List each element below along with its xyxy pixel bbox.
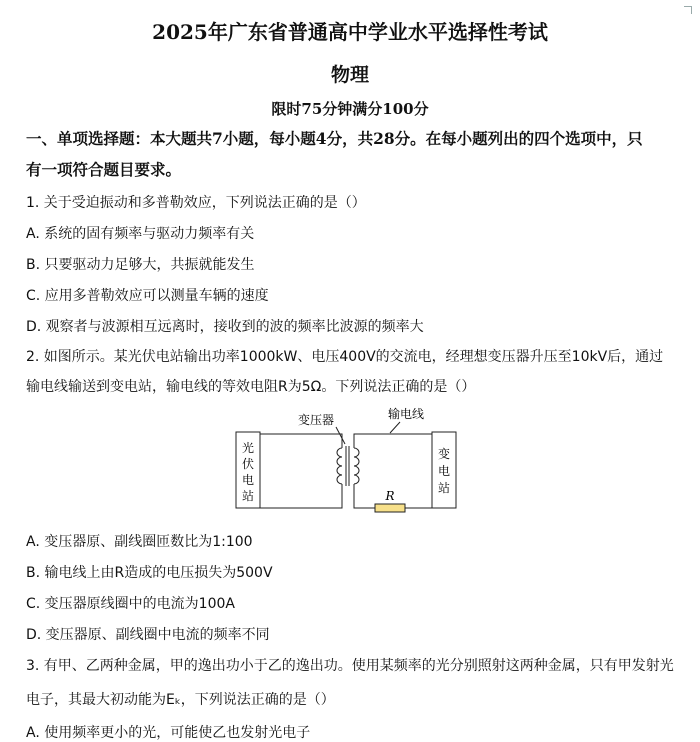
q2-option-c: C. 变压器原线圈中的电流为100A	[26, 596, 235, 612]
q3-stem-line-1: 3. 有甲、乙两种金属，甲的逸出功小于乙的逸出功。使用某频率的光分别照射这两种金属，只有甲发射光	[26, 658, 674, 674]
substation-char-1: 变	[437, 447, 451, 461]
transformer-label: 变压器	[298, 413, 335, 427]
q2-option-a: A. 变压器原、副线圈匝数比为1:100	[26, 534, 253, 550]
pv-station-char-3: 电	[241, 473, 255, 487]
secondary-coil	[354, 448, 359, 484]
substation-char-3: 站	[437, 481, 451, 495]
q2-option-d: D. 变压器原、副线圈中电流的频率不同	[26, 627, 270, 643]
pv-station-char-4: 站	[241, 489, 255, 503]
primary-wire-bottom	[260, 484, 342, 508]
primary-coil	[337, 448, 342, 484]
resistor	[375, 504, 405, 512]
pv-station-char-2: 伏	[241, 457, 255, 471]
q3-stem-line-2: 电子，其最大初动能为Eₖ，下列说法正确的是（）	[26, 692, 335, 708]
primary-wire-top	[260, 434, 342, 448]
resistor-label: R	[385, 489, 395, 503]
q2-stem-line-1: 2. 如图所示。某光伏电站输出功率1000kW、电压400V的交流电，经理想变压器升压至10kV后，通过	[26, 349, 664, 365]
line-label: 输电线	[388, 407, 425, 421]
q2-option-b: B. 输电线上由R造成的电压损失为500V	[26, 565, 273, 581]
subject-title: 物理	[330, 64, 369, 86]
pv-station-char-1: 光	[241, 441, 255, 455]
q2-stem-line-2: 输电线输送到变电站，输电线的等效电阻R为5Ω。下列说法正确的是（）	[26, 379, 476, 395]
line-pointer	[390, 422, 400, 433]
q3-option-a-partial: A. 使用频率更小的光，可能使乙也发射光电子	[26, 725, 311, 741]
substation-char-2: 电	[437, 464, 451, 478]
transformer-pointer	[336, 427, 345, 444]
q1-option-b: B. 只要驱动力足够大，共振就能发生	[26, 257, 255, 273]
q1-option-c: C. 应用多普勒效应可以测量车辆的速度	[26, 288, 269, 304]
q1-stem: 1. 关于受迫振动和多普勒效应，下列说法正确的是（）	[26, 195, 366, 211]
q1-option-d: D. 观察者与波源相互远离时，接收到的波的频率比波源的频率大	[26, 319, 424, 335]
transmission-wire-bottom-left	[354, 484, 375, 508]
exam-title: 2025年广东省普通高中学业水平选择性考试	[152, 20, 548, 44]
circuit-figure	[232, 402, 462, 520]
section-heading-line-1: 一、单项选择题：本大题共7小题，每小题4分，共28分。在每小题列出的四个选项中，只	[26, 129, 643, 148]
section-heading-line-2: 有一项符合题目要求。	[26, 160, 182, 179]
page-corner-mark	[684, 6, 692, 14]
time-limit: 限时75分钟满分100分	[271, 100, 429, 118]
transmission-wire-top	[354, 434, 432, 448]
q1-option-a: A. 系统的固有频率与驱动力频率有关	[26, 226, 255, 242]
